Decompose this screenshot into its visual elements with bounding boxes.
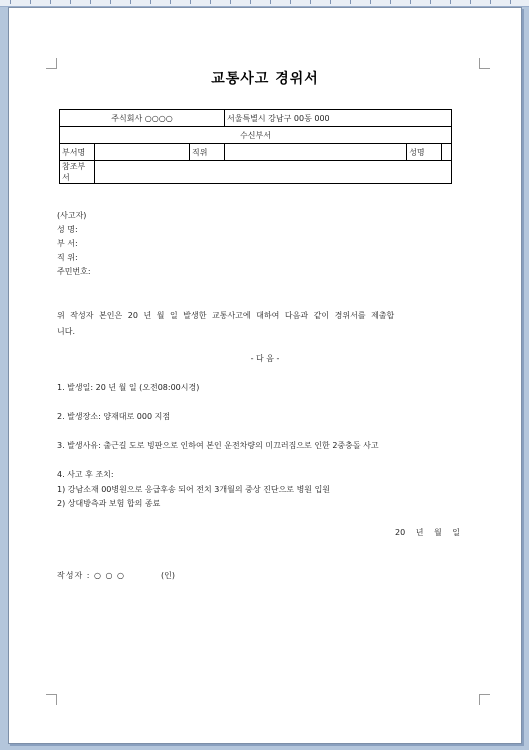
ruler-tick: [250, 0, 251, 4]
list-item: 1. 발생일: 20 년 월 일 (오전08:00시경): [57, 383, 200, 392]
top-ruler: [0, 0, 529, 7]
dept-name-value[interactable]: [95, 144, 190, 161]
margin-corner-mark: [479, 694, 490, 705]
intro-paragraph: 위 작성자 본인은 20 년 월 일 발생한 교통사고에 대하여 다음과 같이 경위서를 제출합: [57, 311, 395, 320]
reporter-field: 직 위:: [57, 253, 78, 262]
list-item: 4. 사고 후 조치:: [57, 470, 114, 479]
ruler-tick: [430, 0, 431, 4]
ruler-tick: [290, 0, 291, 4]
address-cell: 서울특별시 강남구 00동 000: [225, 110, 452, 127]
ruler-tick: [190, 0, 191, 4]
reporter-field: 주민번호:: [57, 267, 91, 276]
reporter-field: 부 서:: [57, 239, 78, 248]
ruler-tick: [50, 0, 51, 4]
ruler-tick: [370, 0, 371, 4]
ruler-tick: [490, 0, 491, 4]
dept-name-label: 부서명: [60, 144, 95, 161]
ruler-tick: [330, 0, 331, 4]
margin-corner-mark: [46, 694, 57, 705]
ruler-tick: [310, 0, 311, 4]
list-item: 2. 발생장소: 양재대로 000 지점: [57, 412, 171, 421]
sub-list-item: 1) 강남소재 00병원으로 응급후송 되어 전치 3개월의 중상 진단으로 병원 입원: [57, 485, 331, 494]
ruler-tick: [450, 0, 451, 4]
header-table: [59, 109, 452, 184]
sub-list-item: 2) 상대방측과 보험 합의 종료: [57, 499, 161, 508]
reference-value[interactable]: [95, 161, 452, 184]
ruler-tick: [110, 0, 111, 4]
name-label: 성명: [407, 144, 442, 161]
author-line: 작성자 : ○ ○ ○: [57, 571, 125, 580]
ruler-tick: [270, 0, 271, 4]
ruler-tick: [70, 0, 71, 4]
reporter-field: 성 명:: [57, 225, 78, 234]
ruler-tick: [350, 0, 351, 4]
date-line: 20 년 월 일: [395, 528, 460, 537]
document-page: [8, 7, 522, 744]
ruler-tick: [210, 0, 211, 4]
next-heading: - 다 음 -: [250, 354, 280, 363]
ruler-tick: [150, 0, 151, 4]
recipient-label: 수신부서: [60, 127, 452, 144]
list-item: 3. 발생사유: 출근길 도로 빙판으로 인하여 본인 운전차량의 미끄러짐으로 인한 2중충돌 사고: [57, 441, 379, 450]
ruler-tick: [470, 0, 471, 4]
ruler-tick: [10, 0, 11, 4]
ruler-tick: [90, 0, 91, 4]
intro-paragraph-cont: 니다.: [57, 327, 75, 336]
name-value[interactable]: [442, 144, 452, 161]
ruler-tick: [230, 0, 231, 4]
ruler-tick: [130, 0, 131, 4]
reference-label: 참조부서: [60, 161, 95, 184]
seal-label: (인): [161, 571, 175, 580]
position-value[interactable]: [225, 144, 407, 161]
ruler-tick: [170, 0, 171, 4]
company-cell: 주식회사 ○○○○: [60, 110, 225, 127]
ruler-tick: [390, 0, 391, 4]
ruler-tick: [510, 0, 511, 4]
reporter-heading: (사고자): [57, 211, 87, 220]
document-title: 교통사고 경위서: [211, 71, 319, 87]
ruler-tick: [410, 0, 411, 4]
position-label: 직위: [190, 144, 225, 161]
ruler-tick: [30, 0, 31, 4]
